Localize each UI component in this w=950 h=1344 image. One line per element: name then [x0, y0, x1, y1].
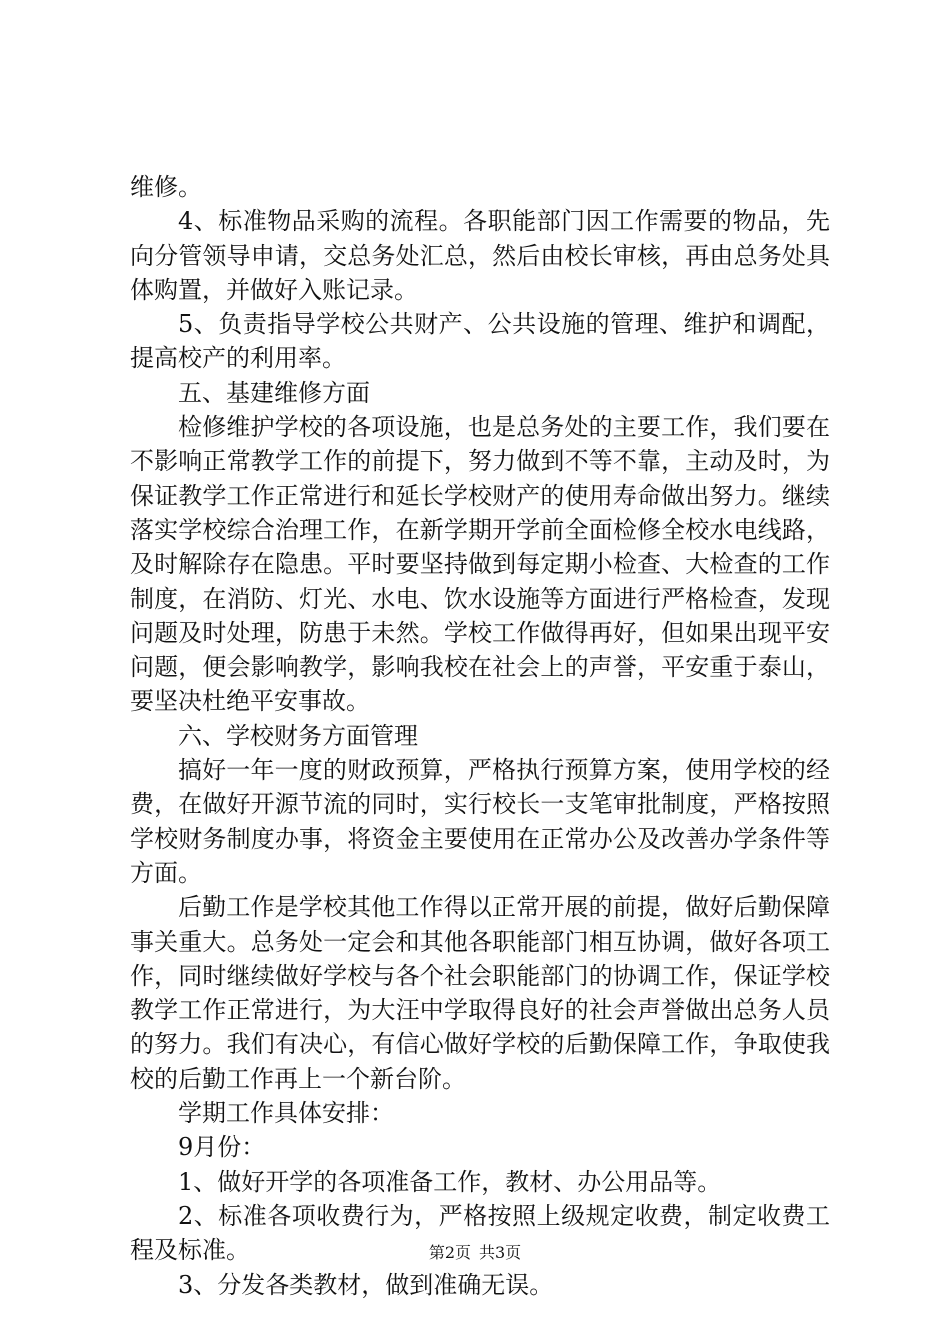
paragraph: 检修维护学校的各项设施，也是总务处的主要工作，我们要在不影响正常教学工作的前提下，努力做到不等不靠，主动及时，为保证教学工作正常进行和延长学校财产的使用寿命做出努力。继续落实学校综合治理工作，在新学期开学前全面检修全校水电线路，及时解除存在隐患。平时要坚持做到每定期小检查、大检查的工作制度，在消防、灯光、水电、饮水设施等方面进行严格检查，发现问题及时处理，防患于未然。学校工作做得再好，但如果出现平安问题，便会影响教学，影响我校在社会上的声誉，平安重于泰山，要坚决杜绝平安事故。 — [130, 413, 830, 716]
list-item: 2、标准各项收费行为，严格按照上级规定收费，制定收费工程及标准。 — [130, 1201, 830, 1265]
paragraph: 后勤工作是学校其他工作得以正常开展的前提，做好后勤保障事关重大。总务处一定会和其他各职能部门相互协调，做好各项工作，同时继续做好学校与各个社会职能部门的协调工作，保证学校教学工作正常进行，为大汪中学取得良好的社会声誉做出总务人员的努力。我们有决心，有信心做好学校的后勤保障工作，争取使我校的后勤工作再上一个新台阶。 — [130, 893, 830, 1093]
list-item: 1、做好开学的各项准备工作，教材、办公用品等。 — [178, 1167, 722, 1196]
page-total: 共3页 — [479, 1243, 522, 1262]
page-number: 第2页 — [428, 1243, 471, 1262]
month-heading: 9月份： — [178, 1133, 266, 1162]
list-item: 3、分发各类教材，做到准确无误。 — [178, 1270, 554, 1299]
paragraph: 维修。 — [130, 173, 202, 201]
paragraph: 5、负责指导学校公共财产、公共设施的管理、维护和调配，提高校产的利用率。 — [130, 310, 830, 373]
page-footer — [0, 1243, 950, 1263]
section-heading: 五、基建维修方面 — [178, 378, 370, 407]
paragraph: 4、标准物品采购的流程。各职能部门因工作需要的物品，先向分管领导申请，交总务处汇总，然后由校长审核，再由总务处具体购置，并做好入账记录。 — [130, 207, 830, 304]
schedule-heading: 学期工作具体安排： — [178, 1099, 394, 1128]
document-body — [130, 170, 830, 1302]
section-heading: 六、学校财务方面管理 — [178, 721, 418, 750]
paragraph: 搞好一年一度的财政预算，严格执行预算方案，使用学校的经费，在做好开源节流的同时，实行校长一支笔审批制度，严格按照学校财务制度办事，将资金主要使用在正常办公及改善办学条件等方面。 — [130, 756, 830, 887]
